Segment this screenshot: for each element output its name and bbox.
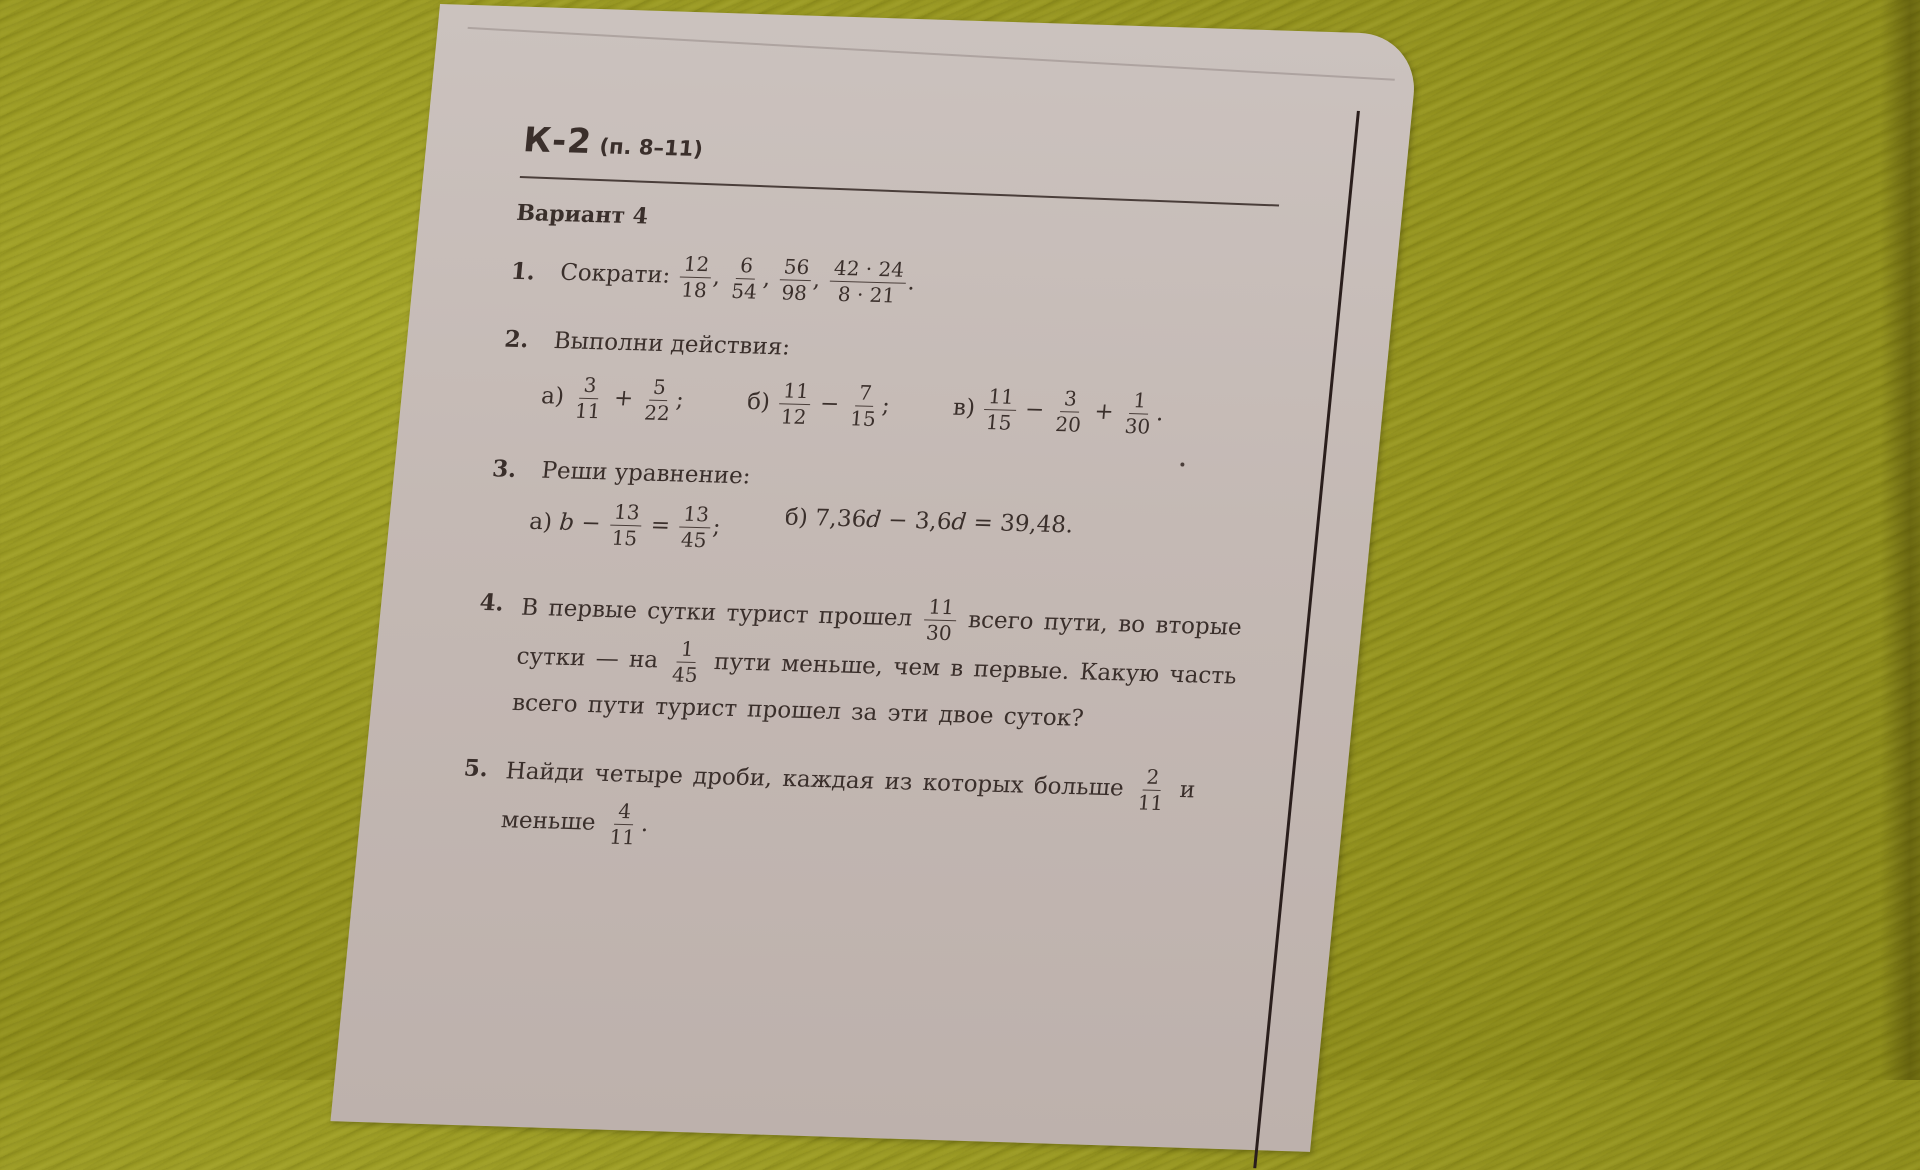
header-divider (520, 176, 1279, 206)
task-2b: б) $\frac{11}{12}$ − $\frac{7}{15}$ ; (745, 378, 892, 431)
ink-speck (1180, 463, 1184, 467)
blanket-fold-shadow (1880, 0, 1920, 1080)
task-number: 1. (509, 257, 537, 285)
task-number: 3. (491, 455, 518, 483)
task-1: 1. Сократи: $\frac{12}{18}$ , $\frac{6}{54}$ , $\frac{56}{98}$ , $\frac{42 \cdot 24}{8 \cdot 21}$ . (509, 251, 917, 308)
task-2a: а) $\frac{3}{11}$ + $\frac{5}{22}$ ; (540, 372, 686, 426)
task-text: Реши уравнение: (540, 457, 752, 490)
variant-title: Вариант 4 (515, 199, 650, 230)
fraction: $\frac{56}{98}$ (777, 255, 813, 305)
task-2 (503, 326, 791, 361)
task-2-parts (539, 373, 1222, 441)
task-3b: б) 7,36d − 3,6d = 39,48. (783, 503, 1075, 538)
task-2c: в) $\frac{11}{15}$ − $\frac{3}{20}$ + $\frac{1}{30}$ . (951, 384, 1166, 439)
test-sections: (п. 8–11) (598, 134, 705, 162)
fraction: $\frac{12}{18}$ (677, 253, 713, 303)
task-number: 5. (462, 754, 490, 783)
worksheet-content (462, 8, 1346, 850)
task-3-parts (527, 498, 1130, 564)
task-5-text: Найди четыре дроби, каждая из которых больше $\frac{2}{11}$ и меньше $\frac{4}{11}$ . (499, 758, 1197, 850)
task-5 (463, 755, 508, 783)
margin-rule (1253, 111, 1360, 1168)
worksheet-paper (330, 4, 1419, 1152)
task-number: 4. (478, 588, 505, 617)
task-4 (478, 589, 523, 617)
task-3 (491, 455, 752, 489)
task-text: Сократи: (559, 259, 672, 289)
worksheet-header (521, 120, 705, 165)
fraction: $\frac{6}{54}$ (730, 253, 759, 304)
fraction: $\frac{42 \cdot 24}{8 \cdot 21}$ (827, 257, 908, 308)
task-text: Выполни действия: (552, 328, 792, 361)
task-number: 2. (503, 325, 530, 354)
task-3a: а) b − $\frac{13}{15}$ = $\frac{13}{45}$ ; (528, 499, 722, 553)
task-4-text: В первые сутки турист прошел $\frac{11}{30}$ всего пути, во вторые сутки — на $\frac{1}{45}$ пути меньше, чем в первые. Какую часть всего пути турист прошел за эти двое суток? (511, 594, 1243, 732)
test-code: К-2 (521, 120, 594, 162)
paper-crease (468, 27, 1395, 81)
